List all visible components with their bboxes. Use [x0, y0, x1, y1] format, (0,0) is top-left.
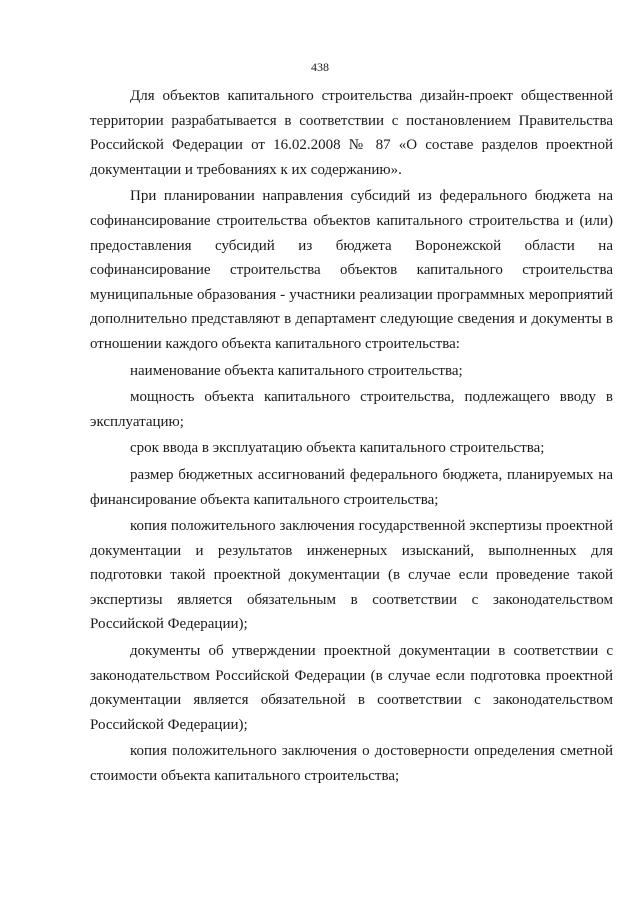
paragraph-subsidy-planning: При планировании направления субсидий из федерального бюджета на софинансирование строительства объектов капитального строительства и (или) предоставления субсидий из бюджета Воронежской области на софинансирование строительства объектов капитального строительства муниципальные образования - участники реализации программных мероприятий дополнительно представляют в департамент следующие сведения и документы в отношении каждого объекта капитального строительства: [90, 188, 613, 352]
list-item-state-expertise-copy: копия положительного заключения государственной экспертизы проектной документации и результатов инженерных изысканий, выполненных для подготовки такой проектной документации (в случае если проведение такой экспертизы является обязательным в соответствии с законодательством Российской Федерации); [90, 518, 613, 633]
paragraph-design-project: Для объектов капитального строительства дизайн-проект общественной территории разрабатывается в соответствии с постановлением Правительства Российской Федерации от 16.02.2008 № 87 «О составе разделов проектной документации и требованиях к их содержанию». [90, 88, 613, 178]
page-number: 438 [311, 60, 329, 74]
list-item-object-capacity: мощность объекта капитального строительства, подлежащего вводу в эксплуатацию; [90, 389, 613, 430]
body-text [90, 84, 613, 791]
list-item-budget-allocations: размер бюджетных ассигнований федерального бюджета, планируемых на финансирование объекта капитального строительства; [90, 466, 613, 508]
list-item-estimate-reliability-copy: копия положительного заключения о достоверности определения сметной стоимости объекта капитального строительства; [90, 743, 613, 785]
list-item-approval-documents: документы об утверждении проектной документации в соответствии с законодательством Российской Федерации (в случае если подготовка проектной документации является обязательной в соответствии с законодательством Российской Федерации); [90, 643, 613, 733]
list-item-object-name: наименование объекта капитального строительства; [130, 362, 463, 379]
list-item-commissioning-date: срок ввода в эксплуатацию объекта капитального строительства; [130, 440, 545, 457]
